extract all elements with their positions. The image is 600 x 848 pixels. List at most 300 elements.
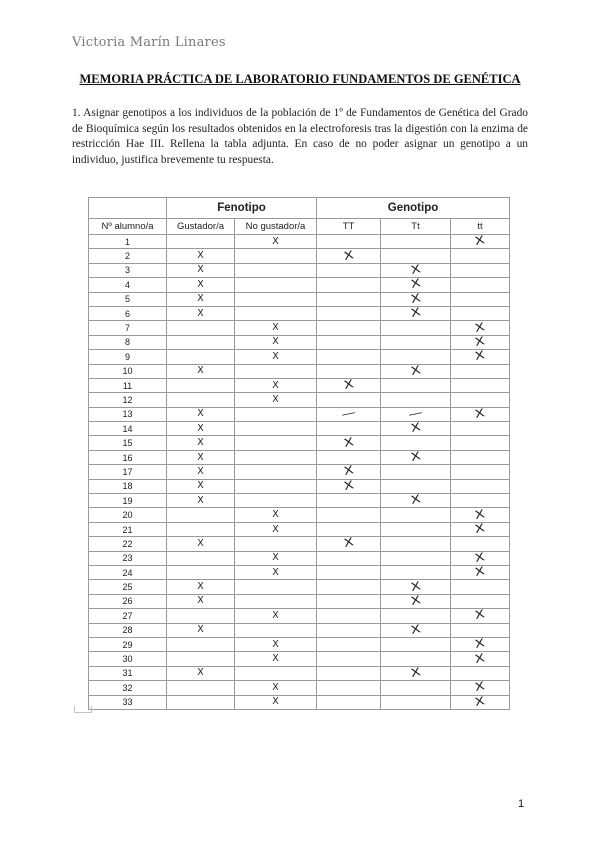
cell-TT [317, 292, 381, 306]
cell-alumno [89, 407, 167, 421]
table-row [89, 278, 510, 292]
student-number: 5 [124, 294, 130, 305]
cell-gustador [167, 450, 235, 464]
cell-Tt [381, 450, 451, 464]
student-number: 4 [124, 279, 130, 290]
student-number: 13 [122, 409, 133, 420]
student-number: 31 [122, 668, 133, 679]
cell-TT [317, 695, 381, 709]
cell-tt [451, 537, 510, 551]
table-row [89, 522, 510, 536]
cell-no-gustador [235, 306, 317, 320]
cell-tt [451, 278, 510, 292]
cell-TT [317, 551, 381, 565]
student-number: 12 [122, 394, 133, 405]
cell-gustador [167, 565, 235, 579]
empty-header-cell [89, 198, 167, 219]
genotype-mark: X [409, 593, 422, 608]
cell-alumno [89, 450, 167, 464]
cell-TT [317, 235, 381, 249]
cell-Tt [381, 652, 451, 666]
cell-no-gustador [235, 350, 317, 364]
column-header-gustador: Gustador/a [167, 219, 235, 235]
cell-gustador [167, 537, 235, 551]
cell-tt [451, 249, 510, 263]
cell-no-gustador [235, 681, 317, 695]
cell-gustador [167, 364, 235, 378]
cell-gustador [167, 407, 235, 421]
phenotype-mark: X [272, 379, 279, 391]
cell-Tt [381, 422, 451, 436]
cell-no-gustador [235, 364, 317, 378]
table-row [89, 594, 510, 608]
cell-Tt [381, 666, 451, 680]
cell-alumno [89, 306, 167, 320]
cell-Tt [381, 508, 451, 522]
phenotype-mark: X [197, 293, 204, 305]
table-row [89, 450, 510, 464]
genotype-mark: X [342, 247, 355, 263]
cell-alumno [89, 565, 167, 579]
phenotype-mark: X [272, 696, 279, 708]
cell-Tt [381, 637, 451, 651]
cell-tt [451, 623, 510, 637]
genotype-mark: X [473, 607, 487, 623]
cell-TT [317, 681, 381, 695]
student-number: 33 [122, 697, 133, 708]
cell-no-gustador [235, 263, 317, 277]
genotype-table [88, 197, 510, 710]
cell-tt [451, 580, 510, 594]
cell-alumno [89, 479, 167, 493]
cell-TT [317, 522, 381, 536]
genotype-mark: X [409, 492, 422, 508]
genotype-mark: X [342, 535, 355, 551]
cell-gustador [167, 666, 235, 680]
cell-gustador [167, 652, 235, 666]
cell-alumno [89, 263, 167, 277]
cell-no-gustador [235, 465, 317, 479]
student-number: 18 [122, 481, 133, 492]
table-row [89, 263, 510, 277]
phenotype-mark: X [272, 509, 279, 521]
cell-tt [451, 378, 510, 392]
genotype-mark: X [473, 319, 487, 335]
fenotipo-group-header: Fenotipo [167, 198, 317, 219]
phenotype-mark: X [197, 278, 204, 290]
cell-TT [317, 321, 381, 335]
table-row [89, 695, 510, 709]
cell-no-gustador [235, 609, 317, 623]
student-number: 26 [122, 596, 133, 607]
genotype-table-scan [88, 197, 509, 707]
cell-no-gustador [235, 235, 317, 249]
phenotype-mark: X [197, 307, 204, 319]
cell-Tt [381, 235, 451, 249]
cell-tt [451, 407, 510, 421]
cell-Tt [381, 350, 451, 364]
genotype-mark: X [342, 377, 355, 392]
cell-tt [451, 321, 510, 335]
cell-TT [317, 436, 381, 450]
cell-tt [451, 681, 510, 695]
cell-alumno [89, 695, 167, 709]
table-row [89, 350, 510, 364]
cell-no-gustador [235, 652, 317, 666]
genotype-mark: X [342, 434, 355, 450]
cell-TT [317, 479, 381, 493]
cell-no-gustador [235, 508, 317, 522]
table-row [89, 378, 510, 392]
phenotype-mark: X [197, 624, 204, 636]
phenotype-mark: X [197, 465, 204, 477]
cell-Tt [381, 263, 451, 277]
genotipo-group-header: Genotipo [317, 198, 510, 219]
genotype-mark: X [473, 636, 487, 652]
cell-alumno [89, 580, 167, 594]
genotype-mark: X [473, 693, 487, 709]
cell-TT [317, 422, 381, 436]
genotype-mark: X [409, 305, 422, 321]
table-row [89, 551, 510, 565]
cell-TT [317, 637, 381, 651]
cell-tt [451, 666, 510, 680]
cell-no-gustador [235, 522, 317, 536]
genotype-mark: X [409, 621, 422, 637]
cell-Tt [381, 436, 451, 450]
cell-tt [451, 292, 510, 306]
cell-Tt [381, 522, 451, 536]
genotype-mark: X [473, 233, 487, 249]
phenotype-mark: X [197, 451, 204, 463]
student-number: 10 [122, 366, 133, 377]
cell-no-gustador [235, 580, 317, 594]
cell-tt [451, 695, 510, 709]
cell-alumno [89, 364, 167, 378]
cell-tt [451, 494, 510, 508]
cell-alumno [89, 422, 167, 436]
student-number: 22 [122, 538, 133, 549]
cell-TT [317, 623, 381, 637]
student-number: 29 [122, 639, 133, 650]
cell-gustador [167, 479, 235, 493]
genotype-mark: X [409, 276, 422, 292]
table-row [89, 681, 510, 695]
phenotype-mark: X [197, 422, 204, 434]
cell-tt [451, 565, 510, 579]
cell-alumno [89, 522, 167, 536]
cell-tt [451, 436, 510, 450]
genotype-mark: — [407, 405, 424, 422]
table-row [89, 537, 510, 551]
cell-no-gustador [235, 695, 317, 709]
table-row [89, 306, 510, 320]
cell-tt [451, 652, 510, 666]
cell-alumno [89, 594, 167, 608]
cell-TT [317, 652, 381, 666]
cell-gustador [167, 580, 235, 594]
table-row [89, 623, 510, 637]
cell-no-gustador [235, 551, 317, 565]
cell-tt [451, 479, 510, 493]
cell-gustador [167, 263, 235, 277]
cell-no-gustador [235, 278, 317, 292]
table-row [89, 565, 510, 579]
cell-gustador [167, 494, 235, 508]
cell-gustador [167, 235, 235, 249]
cell-Tt [381, 321, 451, 335]
student-number: 14 [122, 423, 133, 434]
cell-no-gustador [235, 494, 317, 508]
cell-gustador [167, 681, 235, 695]
table-row [89, 609, 510, 623]
phenotype-mark: X [272, 336, 279, 348]
cell-tt [451, 350, 510, 364]
cell-gustador [167, 465, 235, 479]
cell-TT [317, 537, 381, 551]
cell-no-gustador [235, 393, 317, 407]
table-row [89, 465, 510, 479]
phenotype-mark: X [197, 480, 204, 492]
cell-alumno [89, 292, 167, 306]
cell-tt [451, 551, 510, 565]
column-header-TT: TT [317, 219, 381, 235]
scan-edge-mark [74, 706, 92, 713]
cell-alumno [89, 494, 167, 508]
phenotype-mark: X [197, 437, 204, 449]
cell-TT [317, 580, 381, 594]
cell-Tt [381, 681, 451, 695]
cell-gustador [167, 609, 235, 623]
genotype-mark: X [342, 463, 355, 479]
phenotype-mark: X [272, 523, 279, 535]
phenotype-mark: X [197, 581, 204, 593]
cell-no-gustador [235, 623, 317, 637]
table-row [89, 479, 510, 493]
cell-tt [451, 335, 510, 349]
phenotype-mark: X [272, 566, 279, 578]
cell-Tt [381, 594, 451, 608]
student-number: 9 [124, 351, 130, 362]
cell-TT [317, 378, 381, 392]
cell-Tt [381, 580, 451, 594]
student-number: 8 [124, 337, 130, 348]
cell-no-gustador [235, 378, 317, 392]
student-number: 15 [122, 438, 133, 449]
student-number: 32 [122, 682, 133, 693]
cell-no-gustador [235, 594, 317, 608]
table-row [89, 580, 510, 594]
cell-TT [317, 278, 381, 292]
student-number: 27 [122, 610, 133, 621]
student-number: 24 [122, 567, 133, 578]
phenotype-mark: X [272, 235, 279, 247]
cell-no-gustador [235, 321, 317, 335]
table-row [89, 436, 510, 450]
cell-tt [451, 508, 510, 522]
table-row [89, 364, 510, 378]
cell-Tt [381, 306, 451, 320]
table-row [89, 249, 510, 263]
cell-gustador [167, 350, 235, 364]
cell-Tt [381, 609, 451, 623]
cell-tt [451, 637, 510, 651]
cell-gustador [167, 422, 235, 436]
cell-tt [451, 263, 510, 277]
cell-Tt [381, 695, 451, 709]
cell-TT [317, 508, 381, 522]
cell-tt [451, 422, 510, 436]
phenotype-mark: X [272, 350, 279, 362]
cell-alumno [89, 436, 167, 450]
cell-gustador [167, 522, 235, 536]
student-number: 30 [122, 654, 133, 665]
genotype-mark: X [473, 406, 487, 421]
table-row [89, 637, 510, 651]
cell-no-gustador [235, 637, 317, 651]
cell-alumno [89, 321, 167, 335]
genotype-mark: X [409, 449, 422, 464]
cell-Tt [381, 378, 451, 392]
cell-tt [451, 235, 510, 249]
genotype-mark: X [409, 578, 422, 594]
student-number: 28 [122, 625, 133, 636]
cell-TT [317, 609, 381, 623]
phenotype-mark: X [272, 393, 279, 405]
cell-Tt [381, 623, 451, 637]
cell-no-gustador [235, 565, 317, 579]
cell-gustador [167, 551, 235, 565]
cell-TT [317, 335, 381, 349]
cell-Tt [381, 364, 451, 378]
cell-gustador [167, 637, 235, 651]
genotype-mark: X [473, 521, 487, 536]
cell-no-gustador [235, 537, 317, 551]
cell-gustador [167, 594, 235, 608]
student-number: 21 [122, 524, 133, 535]
author-name: Victoria Marín Linares [72, 35, 226, 50]
phenotype-mark: X [197, 264, 204, 276]
phenotype-mark: X [197, 365, 204, 377]
cell-alumno [89, 249, 167, 263]
genotype-mark: X [473, 564, 487, 580]
cell-Tt [381, 292, 451, 306]
genotype-mark: X [409, 420, 422, 436]
cell-tt [451, 594, 510, 608]
cell-alumno [89, 637, 167, 651]
cell-gustador [167, 335, 235, 349]
phenotype-mark: X [197, 494, 204, 506]
cell-gustador [167, 695, 235, 709]
cell-alumno [89, 235, 167, 249]
cell-TT [317, 364, 381, 378]
cell-Tt [381, 565, 451, 579]
cell-Tt [381, 278, 451, 292]
cell-TT [317, 565, 381, 579]
phenotype-mark: X [272, 653, 279, 665]
student-number: 7 [124, 323, 130, 334]
cell-no-gustador [235, 335, 317, 349]
student-number: 17 [122, 466, 133, 477]
cell-gustador [167, 393, 235, 407]
cell-Tt [381, 407, 451, 421]
cell-tt [451, 522, 510, 536]
cell-alumno [89, 537, 167, 551]
cell-Tt [381, 249, 451, 263]
page-number: 1 [518, 798, 525, 810]
cell-TT [317, 306, 381, 320]
cell-no-gustador [235, 436, 317, 450]
student-number: 19 [122, 495, 133, 506]
cell-tt [451, 393, 510, 407]
cell-alumno [89, 681, 167, 695]
cell-TT [317, 465, 381, 479]
table-row [89, 407, 510, 421]
table-row [89, 335, 510, 349]
table-row [89, 393, 510, 407]
phenotype-mark: X [197, 250, 204, 262]
cell-alumno [89, 508, 167, 522]
cell-TT [317, 350, 381, 364]
cell-no-gustador [235, 450, 317, 464]
column-header-Tt: Tt [381, 219, 451, 235]
cell-tt [451, 364, 510, 378]
table-row [89, 422, 510, 436]
cell-tt [451, 450, 510, 464]
phenotype-mark: X [197, 408, 204, 420]
cell-no-gustador [235, 249, 317, 263]
cell-gustador [167, 306, 235, 320]
cell-TT [317, 666, 381, 680]
table-row [89, 235, 510, 249]
cell-alumno [89, 623, 167, 637]
cell-no-gustador [235, 666, 317, 680]
table-body [89, 235, 510, 710]
phenotype-mark: X [272, 638, 279, 650]
column-header-tt: tt [451, 219, 510, 235]
table-row [89, 292, 510, 306]
cell-gustador [167, 508, 235, 522]
cell-alumno [89, 609, 167, 623]
phenotype-mark: X [197, 595, 204, 607]
cell-Tt [381, 537, 451, 551]
phenotype-mark: X [272, 681, 279, 693]
cell-tt [451, 306, 510, 320]
genotype-mark: X [473, 549, 487, 565]
cell-gustador [167, 321, 235, 335]
cell-TT [317, 393, 381, 407]
student-number: 23 [122, 553, 133, 564]
student-number: 1 [124, 236, 130, 247]
cell-alumno [89, 551, 167, 565]
cell-alumno [89, 378, 167, 392]
cell-Tt [381, 393, 451, 407]
cell-TT [317, 594, 381, 608]
cell-tt [451, 465, 510, 479]
cell-gustador [167, 249, 235, 263]
cell-gustador [167, 378, 235, 392]
genotype-mark: X [473, 679, 487, 695]
phenotype-mark: X [272, 609, 279, 621]
cell-no-gustador [235, 407, 317, 421]
cell-gustador [167, 278, 235, 292]
cell-no-gustador [235, 292, 317, 306]
genotype-mark: X [409, 362, 422, 378]
student-number: 6 [124, 308, 130, 319]
genotype-mark: X [409, 290, 422, 306]
genotype-mark: X [473, 334, 487, 349]
cell-TT [317, 494, 381, 508]
